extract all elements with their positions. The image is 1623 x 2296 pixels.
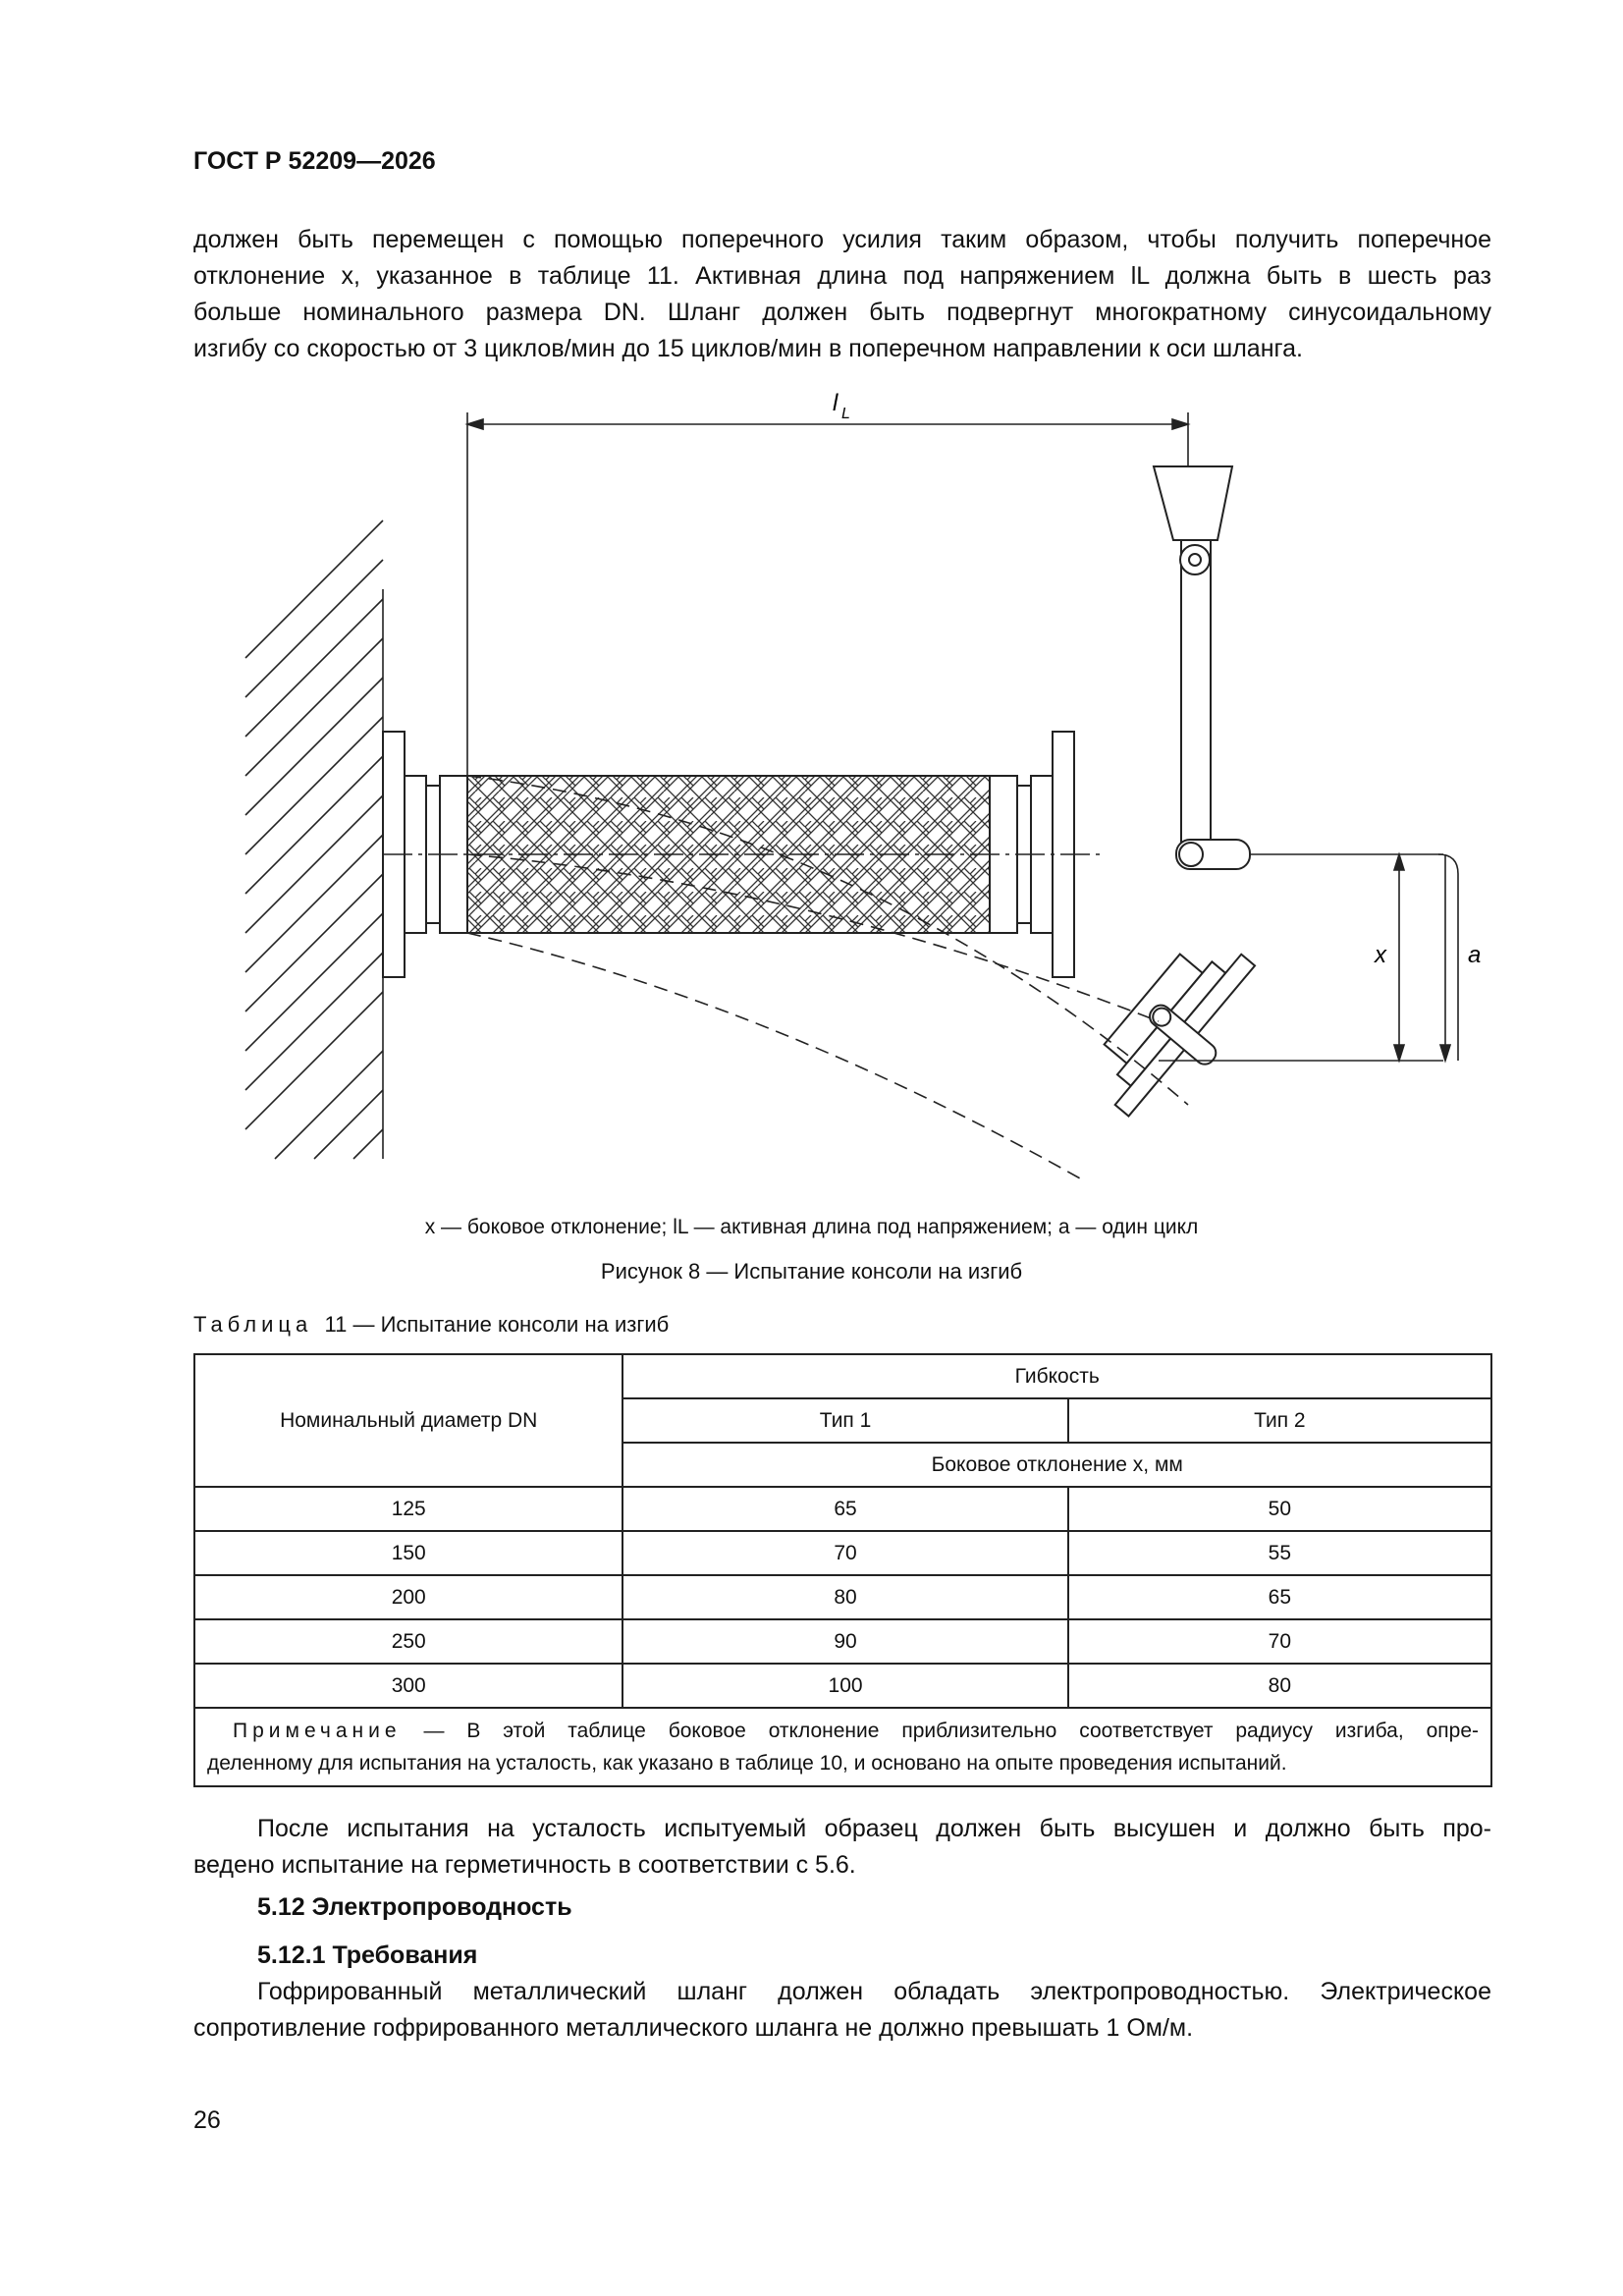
table-caption bbox=[193, 1312, 669, 1338]
paragraph-after-test bbox=[193, 1811, 1491, 1884]
paragraph-line: ведено испытание на герметичность в соответствии с 5.6. bbox=[193, 1851, 856, 1879]
table-row bbox=[194, 1575, 1491, 1619]
section-heading: 5.12 Электропроводность bbox=[257, 1893, 572, 1921]
bend-test-table bbox=[193, 1353, 1492, 1787]
figure-legend: x — боковое отклонение; lL — активная длина под напряжением; a — один цикл bbox=[424, 1216, 1199, 1238]
deflected-fitting bbox=[1079, 924, 1276, 1134]
header-type2: Тип 2 bbox=[1068, 1398, 1491, 1443]
cell-type1: 100 bbox=[622, 1664, 1067, 1708]
note-word: Примечание bbox=[233, 1720, 402, 1742]
page-number: 26 bbox=[193, 2106, 221, 2134]
header-diameter: Номинальный диаметр DN bbox=[194, 1354, 622, 1487]
cell-dn: 200 bbox=[194, 1575, 622, 1619]
label-a: a bbox=[1468, 942, 1482, 968]
paragraph-line: После испытания на усталость испытуемый образец должен быть высушен и должно быть про- bbox=[257, 1815, 1491, 1842]
note-line: деленному для испытания на усталость, как указано в таблице 10, и основано на опыте проведения испытаний. bbox=[207, 1752, 1287, 1775]
figure-caption: Рисунок 8 — Испытание консоли на изгиб bbox=[600, 1259, 1023, 1284]
cell-type2: 55 bbox=[1068, 1531, 1491, 1575]
document-header: ГОСТ Р 52209—2026 bbox=[193, 147, 436, 175]
subsection-heading: 5.12.1 Требования bbox=[257, 1941, 478, 1969]
table-row bbox=[194, 1664, 1491, 1708]
paragraph-line: больше номинального размера DN. Шланг должен быть подвергнут многократному синусоидальному bbox=[193, 299, 1491, 326]
cell-dn: 300 bbox=[194, 1664, 622, 1708]
label-l-sub: L bbox=[841, 406, 850, 422]
cantilever-bend-test-figure bbox=[216, 373, 1482, 1228]
cell-type2: 50 bbox=[1068, 1487, 1491, 1531]
header-type1: Тип 1 bbox=[622, 1398, 1067, 1443]
cell-dn: 125 bbox=[194, 1487, 622, 1531]
paragraph-intro bbox=[193, 222, 1491, 367]
wall-hatching bbox=[245, 520, 383, 1159]
paragraph-line: изгибу со скоростью от 3 циклов/мин до 15 циклов/мин в поперечном направлении к оси шланга. bbox=[193, 335, 1303, 362]
paragraph-line: Гофрированный металлический шланг должен обладать электропроводностью. Электрическое bbox=[257, 1978, 1491, 2005]
cell-type1: 70 bbox=[622, 1531, 1067, 1575]
note-line: Примечание — В этой таблице боковое отклонение приблизительно соответствует радиусу изгиба, опре- bbox=[233, 1720, 1479, 1742]
table-caption-word: Таблица bbox=[193, 1312, 313, 1337]
cell-dn: 250 bbox=[194, 1619, 622, 1664]
dimension-l bbox=[467, 412, 1188, 776]
header-flexibility: Гибкость bbox=[622, 1354, 1491, 1398]
dimension-x-a bbox=[1159, 854, 1458, 1061]
cell-type1: 65 bbox=[622, 1487, 1067, 1531]
paragraph-requirements bbox=[193, 1974, 1491, 2047]
paragraph-line: сопротивление гофрированного металлического шланга не должно превышать 1 Ом/м. bbox=[193, 2014, 1194, 2042]
cell-dn: 150 bbox=[194, 1531, 622, 1575]
paragraph-line: должен быть перемещен с помощью поперечного усилия таким образом, чтобы получить поперечное bbox=[193, 226, 1491, 253]
lever-arm bbox=[1154, 466, 1250, 869]
table-row bbox=[194, 1487, 1491, 1531]
table-row bbox=[194, 1531, 1491, 1575]
cell-type2: 80 bbox=[1068, 1664, 1491, 1708]
header-deviation: Боковое отклонение x, мм bbox=[622, 1443, 1491, 1487]
table-note bbox=[194, 1708, 1491, 1786]
cell-type1: 90 bbox=[622, 1619, 1067, 1664]
table-row bbox=[194, 1619, 1491, 1664]
label-l: l bbox=[833, 390, 839, 416]
cell-type1: 80 bbox=[622, 1575, 1067, 1619]
cell-type2: 70 bbox=[1068, 1619, 1491, 1664]
table-caption-rest: 11 — Испытание консоли на изгиб bbox=[324, 1312, 670, 1337]
cell-type2: 65 bbox=[1068, 1575, 1491, 1619]
paragraph-line: отклонение x, указанное в таблице 11. Активная длина под напряжением lL должна быть в шесть раз bbox=[193, 262, 1491, 290]
label-x: x bbox=[1375, 942, 1386, 968]
